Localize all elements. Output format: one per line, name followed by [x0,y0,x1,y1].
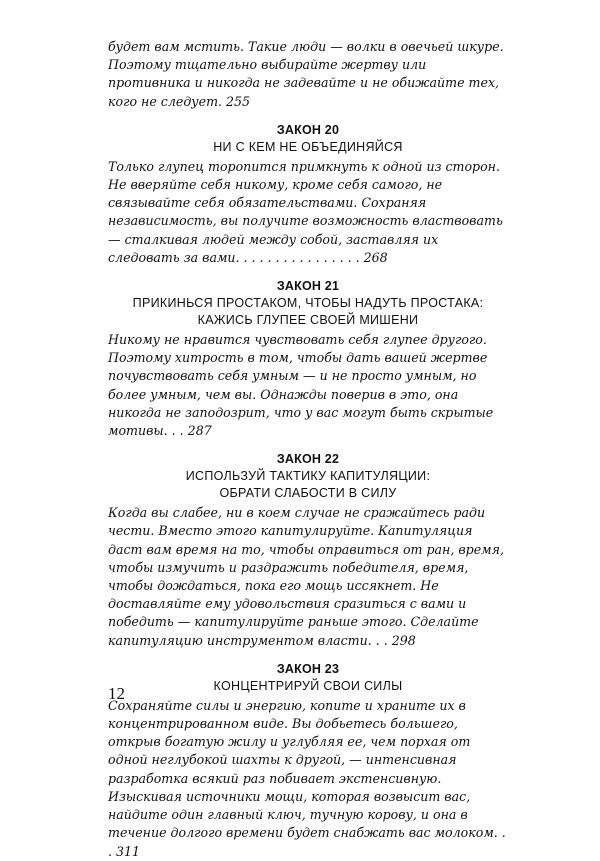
law-title-line: НИ С КЕМ НЕ ОБЪЕДИНЯЙСЯ [213,139,403,154]
law-title-line: ИСПОЛЬЗУЙ ТАКТИКУ КАПИТУЛЯЦИИ: [185,469,431,484]
law-23 [108,661,508,861]
law-description: Сохраняйте силы и энергию, копите и храните их в концентрированном виде. Вы добьетесь большего, открыв богатую жилу и углубляя ее, чем порхая от одной неглубокой шахты к другой, — интенсивная разработка всякий раз побивает экстенсивную. Изыскивая источники мощи, которая возвысит вас, найдите один главный ключ, тучную корову, и она в течение долгого времени будет снабжать вас молоком. . . 311 [108,697,506,859]
law-title-line: КАЖИСЬ ГЛУПЕЕ СВОЕЙ МИШЕНИ [197,313,419,328]
law-description: Только глупец торопится примкнуть к одной из сторон. Не вверяйте себя никому, кроме себя самого, не связывайте себя обязательствами. Сохраняя независимость, вы получите возможность властвовать — сталкивая людей между собой, заставляя их следовать за вами. . . . . . . . . . . . . . . . 268 [108,158,503,265]
law-number: ЗАКОН 20 [276,122,340,137]
law-21 [108,278,508,440]
law-number: ЗАКОН 21 [276,279,340,294]
law-20 [108,122,508,267]
law-description: Никому не нравится чувствовать себя глупее другого. Поэтому хитрость в том, чтобы дать вашей жертве почувствовать себя умным — и не просто умным, но более умным, чем вы. Однажды поверив в это, она никогда не заподозрит, что у вас могут быть скрытые мотивы. . . 287 [108,332,494,439]
law-title-line: ПРИКИНЬСЯ ПРОСТАКОМ, ЧТОБЫ НАДУТЬ ПРОСТАКА: [132,296,484,311]
law-22 [108,451,508,650]
law-title-line: ОБРАТИ СЛАБОСТИ В СИЛУ [219,486,397,501]
law-number: ЗАКОН 22 [276,452,340,467]
law-description: Когда вы слабее, ни в коем случае не сражайтесь ради чести. Вместо этого капитулируйте. Капитуляция даст вам время на то, чтобы оправиться от ран, время, чтобы измучить и раздражить победителя, время, чтобы дождаться, пока его мощь иссякнет. Не доставляйте ему удовольствия сразиться с вами и победить — капитулируйте раньше этого. Сделайте капитуляцию инструментом власти. . . 298 [108,505,504,648]
page-number: 12 [108,684,125,703]
intro-paragraph: будет вам мстить. Такие люди — волки в овечьей шкуре. Поэтому тщательно выбирайте жертву или противника и никогда не задевайте и не обижайте тех, кого не следует. 255 [108,39,504,109]
law-title-line: КОНЦЕНТРИРУЙ СВОИ СИЛЫ [213,678,403,693]
table-of-contents [108,38,508,861]
law-number: ЗАКОН 23 [276,661,340,676]
